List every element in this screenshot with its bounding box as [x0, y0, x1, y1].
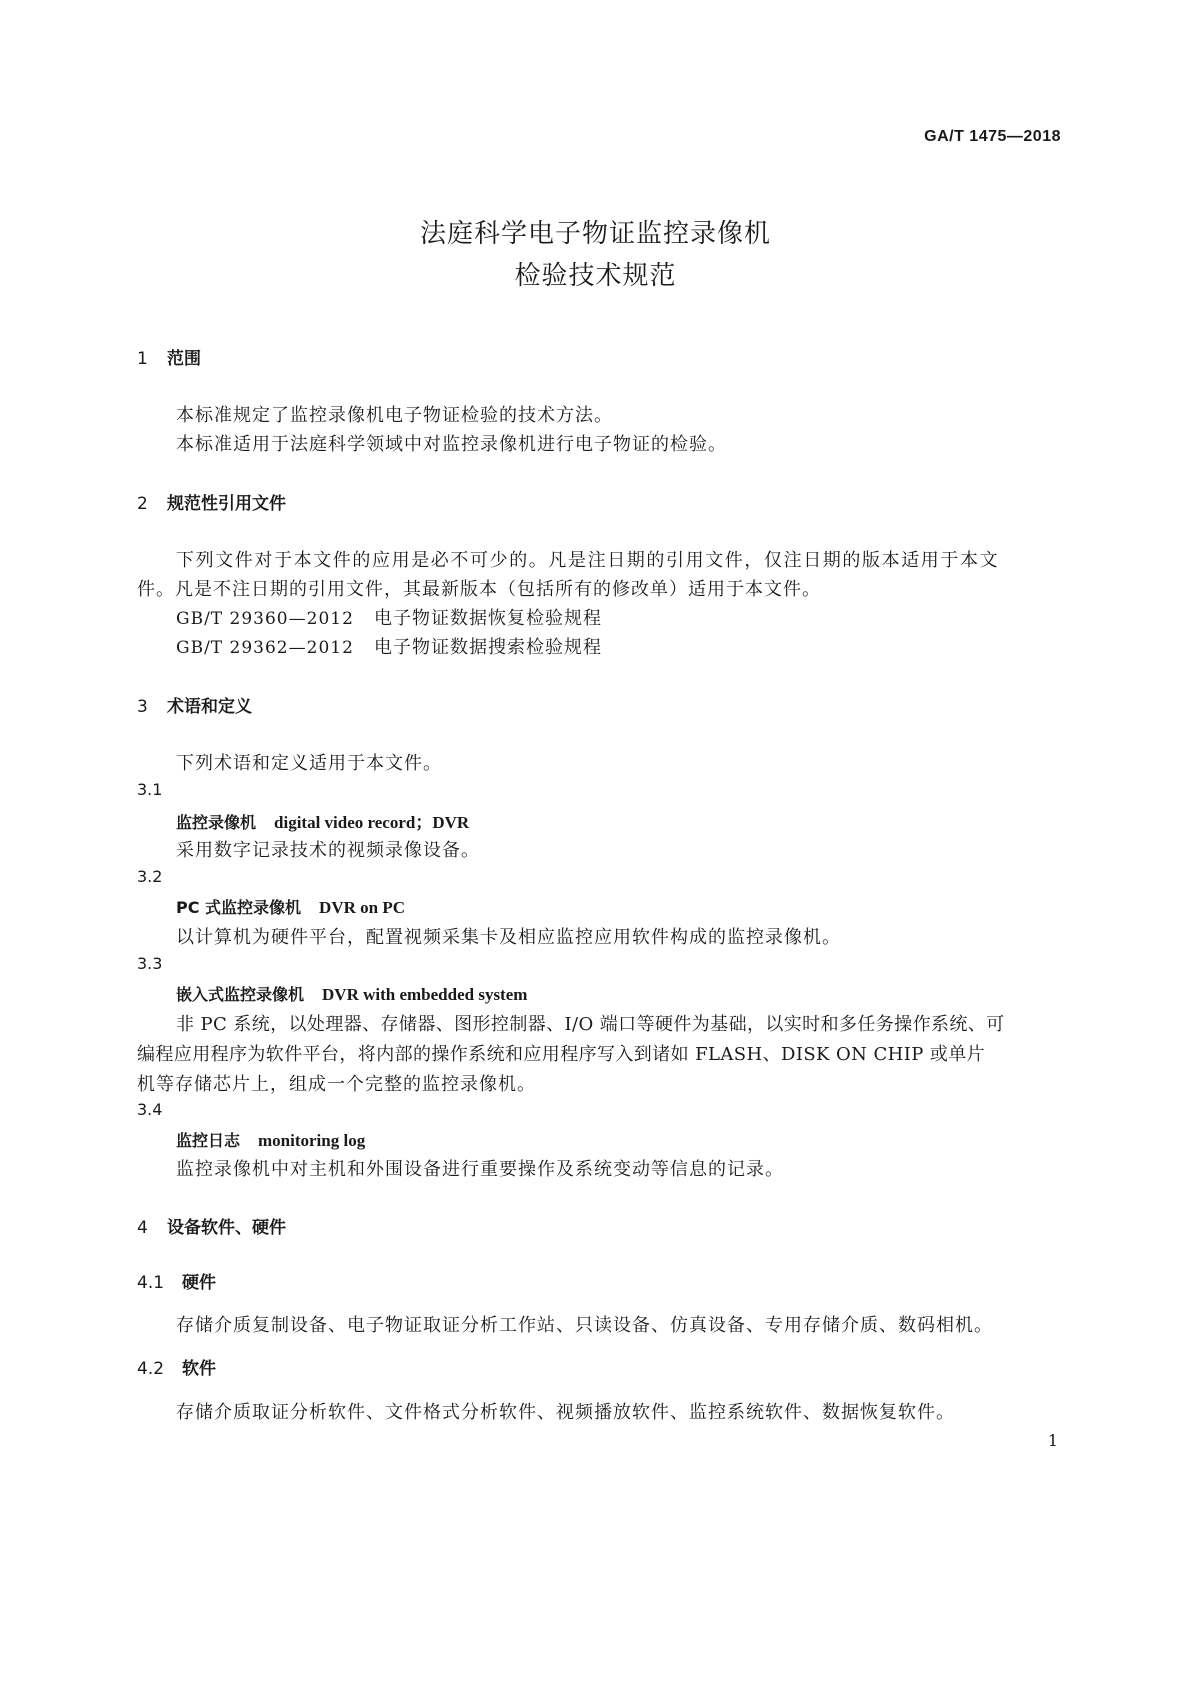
doc-title-line1: 法庭科学电子物证监控录像机 — [419, 219, 771, 249]
term-heading — [176, 982, 527, 1005]
term-zh: 嵌入式监控录像机 — [176, 985, 305, 1004]
subsection-4-2-heading — [137, 1354, 216, 1379]
section-3-heading — [137, 692, 252, 717]
section-title: 范围 — [167, 349, 201, 369]
term-definition: 监控录像机中对主机和外围设备进行重要操作及系统变动等信息的记录。 — [176, 1159, 784, 1180]
subsection-number: 4.1 — [137, 1273, 165, 1293]
paragraph-line: 下列文件对于本文件的应用是必不可少的。凡是注日期的引用文件，仅注日期的版本适用于本文 — [176, 550, 1000, 571]
section-1-heading — [137, 344, 201, 369]
section-number: 4 — [137, 1218, 148, 1238]
page-number: 1 — [1047, 1431, 1058, 1450]
term-definition: 以计算机为硬件平台，配置视频采集卡及相应监控应用软件构成的监控录像机。 — [176, 927, 841, 948]
normative-reference — [176, 604, 602, 630]
term-en: monitoring log — [258, 1131, 366, 1150]
term-zh: 监控日志 — [176, 1131, 241, 1150]
term-en: DVR on PC — [319, 898, 405, 917]
term-en: digital video record；DVR — [274, 813, 470, 832]
term-number: 3.1 — [137, 780, 163, 799]
paragraph: 本标准适用于法庭科学领域中对监控录像机进行电子物证的检验。 — [176, 434, 727, 455]
term-definition: 机等存储芯片上，组成一个完整的监控录像机。 — [137, 1074, 536, 1095]
paragraph: 下列术语和定义适用于本文件。 — [176, 753, 442, 774]
term-zh: 监控录像机 — [176, 813, 257, 832]
term-definition: 采用数字记录技术的视频录像设备。 — [176, 840, 480, 861]
section-title: 术语和定义 — [167, 697, 252, 717]
term-number: 3.3 — [137, 954, 163, 973]
term-heading — [176, 808, 469, 833]
reference-code: GB/T 29360—2012 — [176, 609, 354, 629]
term-definition: 非 PC 系统，以处理器、存储器、图形控制器、I/O 端口等硬件为基础，以实时和多任务操作系统、可 — [176, 1014, 1005, 1035]
paragraph-line: 件。凡是不注日期的引用文件，其最新版本（包括所有的修改单）适用于本文件。 — [137, 579, 821, 600]
subsection-number: 4.2 — [137, 1359, 165, 1379]
normative-reference — [176, 633, 602, 659]
standard-code: GA/T 1475—2018 — [924, 128, 1061, 145]
reference-title: 电子物证数据搜索检验规程 — [374, 637, 602, 658]
subsection-4-1-heading — [137, 1268, 216, 1293]
paragraph: 存储介质复制设备、电子物证取证分析工作站、只读设备、仿真设备、专用存储介质、数码相机。 — [176, 1315, 993, 1336]
term-number: 3.4 — [137, 1100, 163, 1119]
section-4-heading — [137, 1213, 286, 1238]
term-heading — [176, 1128, 365, 1151]
section-number: 3 — [137, 697, 148, 717]
section-2-heading — [137, 489, 286, 514]
subsection-title: 软件 — [182, 1359, 216, 1379]
paragraph: 存储介质取证分析软件、文件格式分析软件、视频播放软件、监控系统软件、数据恢复软件。 — [176, 1402, 955, 1423]
section-number: 1 — [137, 349, 148, 369]
reference-code: GB/T 29362—2012 — [176, 638, 354, 658]
term-heading — [176, 895, 405, 918]
term-number: 3.2 — [137, 867, 163, 886]
doc-title-line2: 检验技术规范 — [514, 261, 677, 291]
term-zh: PC 式监控录像机 — [176, 898, 302, 917]
section-title: 设备软件、硬件 — [167, 1218, 286, 1238]
section-number: 2 — [137, 494, 148, 514]
section-title: 规范性引用文件 — [167, 494, 286, 514]
paragraph: 本标准规定了监控录像机电子物证检验的技术方法。 — [176, 405, 613, 426]
term-definition: 编程应用程序为软件平台，将内部的操作系统和应用程序写入到诸如 FLASH、DISK ON CHIP 或单片 — [137, 1044, 986, 1065]
reference-title: 电子物证数据恢复检验规程 — [374, 608, 602, 629]
term-en: DVR with embedded system — [322, 985, 528, 1004]
subsection-title: 硬件 — [182, 1273, 216, 1293]
